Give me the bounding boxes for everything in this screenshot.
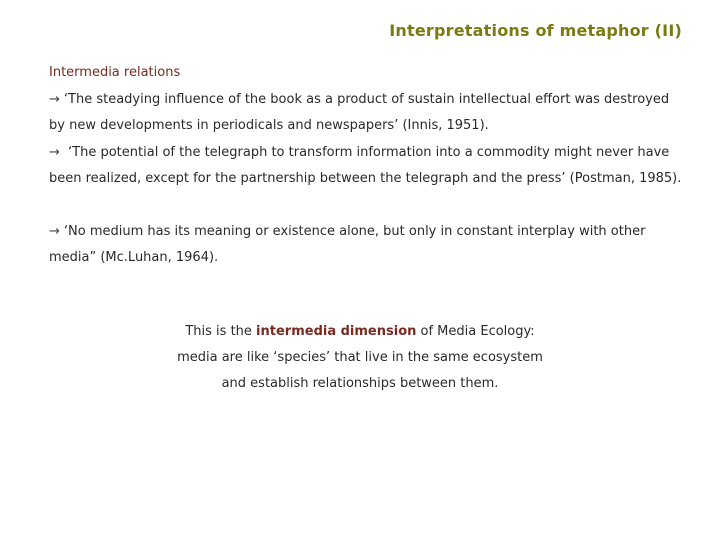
quote-innis	[49, 87, 689, 139]
quote-text: ‘The steadying influence of the book as a product of sustain intellectual effort was destroyed by new developments in periodicals and newspapers’ (Innis, 1951).	[49, 92, 670, 133]
quote-text: ‘The potential of the telegraph to transform information into a commodity might never have been realized, except for the partnership between the telegraph and the press’ (Postman, 1985).	[49, 145, 682, 186]
summary-line-1-after: of Media Ecology:	[416, 324, 535, 339]
section-subtitle: Intermedia relations	[49, 65, 181, 80]
summary-block	[0, 319, 720, 397]
quote-text: ‘No medium has its meaning or existence alone, but only in constant interplay with other media” (Mc.Luhan, 1964).	[49, 224, 646, 265]
slide-title: Interpretations of metaphor (II)	[389, 21, 682, 40]
summary-line-2: media are like ‘species’ that live in the same ecosystem	[177, 350, 543, 365]
arrow-right-icon: →	[49, 92, 60, 107]
arrow-right-icon: →	[49, 145, 60, 160]
summary-line-3: and establish relationships between them.	[221, 376, 499, 391]
summary-line-1-before: This is the	[185, 324, 257, 339]
arrow-right-icon: →	[49, 224, 60, 239]
summary-line-1	[0, 319, 720, 345]
quote-mcluhan	[49, 219, 689, 271]
summary-emphasis: intermedia dimension	[256, 324, 417, 339]
quote-postman	[49, 140, 689, 192]
